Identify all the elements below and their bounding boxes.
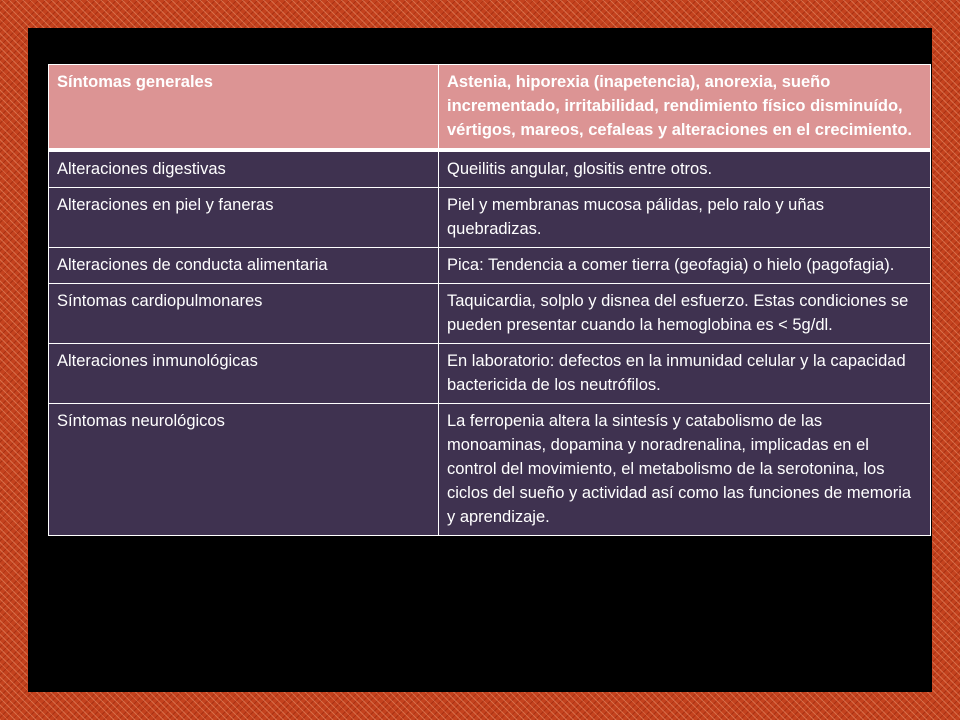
table-row: [49, 248, 931, 284]
header-label-cell: Síntomas generales: [49, 65, 439, 151]
row-label-cell: Síntomas neurológicos: [49, 404, 439, 536]
row-description-cell: Pica: Tendencia a comer tierra (geofagia) o hielo (pagofagia).: [439, 248, 931, 284]
symptoms-table: [48, 64, 931, 536]
table-row: [49, 404, 931, 536]
table-row: [49, 150, 931, 188]
row-description-cell: Taquicardia, solplo y disnea del esfuerzo. Estas condiciones se pueden presentar cuando la hemoglobina es < 5g/dl.: [439, 284, 931, 344]
row-label-cell: Alteraciones digestivas: [49, 150, 439, 188]
row-description-cell: En laboratorio: defectos en la inmunidad celular y la capacidad bactericida de los neutrófilos.: [439, 344, 931, 404]
table-row: [49, 344, 931, 404]
row-description-cell: La ferropenia altera la sintesís y catabolismo de las monoaminas, dopamina y noradrenalina, implicadas en el control del movimiento, el metabolismo de la serotonina, los ciclos del sueño y actividad así como las funciones de memoria y aprendizaje.: [439, 404, 931, 536]
row-label-cell: Alteraciones inmunológicas: [49, 344, 439, 404]
table-row: [49, 284, 931, 344]
row-label-cell: Alteraciones de conducta alimentaria: [49, 248, 439, 284]
row-label-cell: Alteraciones en piel y faneras: [49, 188, 439, 248]
row-description-cell: Queilitis angular, glositis entre otros.: [439, 150, 931, 188]
row-label-cell: Síntomas cardiopulmonares: [49, 284, 439, 344]
table-header-row: [49, 65, 931, 151]
row-description-cell: Piel y membranas mucosa pálidas, pelo ralo y uñas quebradizas.: [439, 188, 931, 248]
table-row: [49, 188, 931, 248]
header-description-cell: Astenia, hiporexia (inapetencia), anorexia, sueño incrementado, irritabilidad, rendimiento físico disminuído, vértigos, mareos, cefaleas y alteraciones en el crecimiento.: [439, 65, 931, 151]
